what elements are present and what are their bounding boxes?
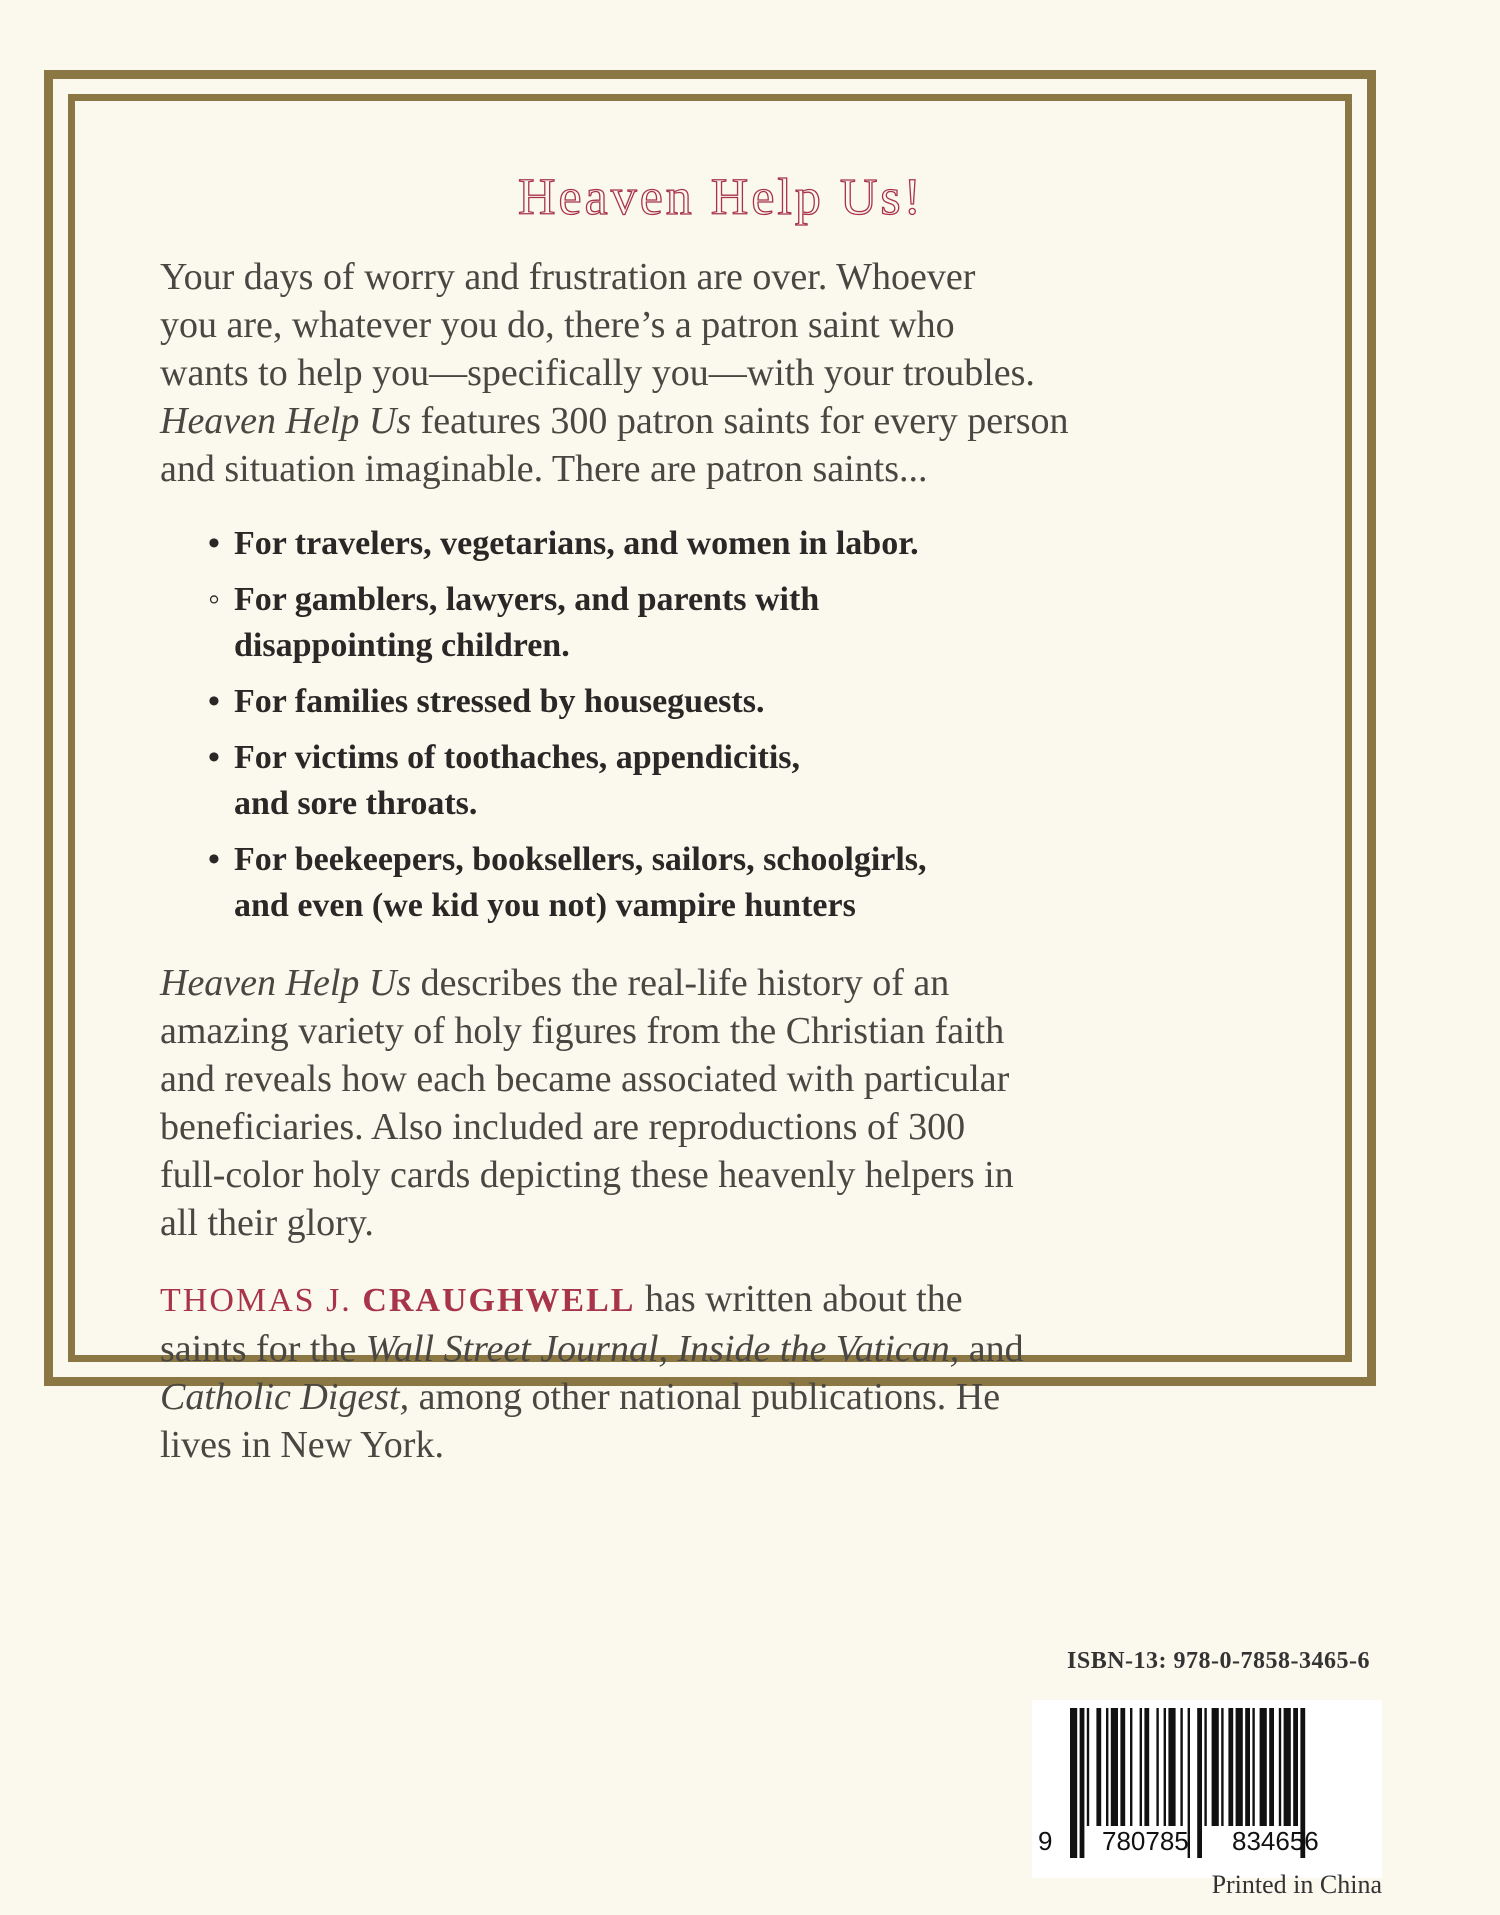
book-title-italic: Heaven Help Us	[160, 962, 412, 1004]
isbn-number: ISBN-13: 978-0-7858-3465-6	[1067, 1648, 1370, 1674]
list-item	[208, 679, 1260, 725]
list-item-line: disappointing children.	[234, 627, 570, 664]
barcode-bar	[1106, 1708, 1108, 1826]
book-title-italic: Heaven Help Us	[160, 400, 412, 442]
list-item-line: For travelers, vegetarians, and women in labor.	[234, 525, 919, 562]
list-item-line: and sore throats.	[234, 785, 478, 822]
barcode-bar	[1236, 1708, 1243, 1826]
author-line	[160, 1325, 1260, 1373]
bullet-icon: •	[208, 739, 220, 776]
barcode-bar	[1164, 1708, 1166, 1826]
barcode-bar	[1096, 1708, 1101, 1826]
author-first-name: THOMAS	[160, 1282, 316, 1319]
description-line: full-color holy cards depicting these heavenly helpers in	[160, 1154, 1014, 1196]
list-item	[208, 837, 1260, 929]
description-paragraph	[160, 959, 1260, 1247]
author-line	[160, 1373, 1260, 1421]
description-line-text: describes the real-life history of an	[411, 962, 950, 1004]
barcode-bar	[1228, 1708, 1233, 1826]
barcode-bar	[1221, 1708, 1223, 1826]
barcode-bar	[1269, 1708, 1274, 1826]
author-name	[160, 1282, 635, 1319]
intro-line: Your days of worry and frustration are over. Whoever	[160, 256, 976, 298]
barcode-bar	[1120, 1708, 1125, 1826]
barcode-group-1: 780785	[1102, 1826, 1189, 1856]
list-item-line: For families stressed by houseguests.	[234, 683, 765, 720]
list-item-line: For gamblers, lawyers, and parents with	[234, 581, 820, 618]
barcode-icon	[1032, 1700, 1382, 1878]
intro-line: wants to help you—specifically you—with your troubles.	[160, 352, 1035, 394]
barcode-bar	[1168, 1708, 1175, 1826]
barcode-bar	[1130, 1708, 1132, 1826]
publication-name: Catholic Digest,	[160, 1376, 410, 1418]
printed-in-china: Printed in China	[1211, 1870, 1382, 1899]
author-line-text	[668, 1328, 678, 1370]
description-line: all their glory.	[160, 1202, 374, 1244]
list-item-line: and even (we kid you not) vampire hunters	[234, 887, 856, 924]
barcode-bar	[1279, 1708, 1281, 1826]
patron-saint-list	[208, 521, 1260, 929]
intro-line	[160, 397, 1260, 445]
author-line-text: and	[959, 1328, 1024, 1370]
description-line	[160, 959, 1260, 1007]
barcode-bar	[1111, 1708, 1118, 1826]
barcode-bar	[1284, 1708, 1291, 1826]
intro-paragraph	[160, 253, 1260, 493]
author-initial: J.	[326, 1282, 352, 1319]
author-line-text: saints for the	[160, 1328, 366, 1370]
bullet-icon: •	[208, 683, 220, 720]
barcode-bar	[1070, 1708, 1077, 1858]
publication-name: Inside the Vatican,	[677, 1328, 960, 1370]
intro-line: and situation imaginable. There are patron saints...	[160, 448, 928, 490]
barcode-bar	[1087, 1708, 1089, 1826]
bullet-icon: •	[208, 525, 220, 562]
list-item	[208, 521, 1260, 567]
author-line-text: has written about the	[635, 1278, 963, 1320]
barcode-lead-digit: 9	[1038, 1826, 1053, 1856]
publication-name: Wall Street Journal,	[365, 1328, 669, 1370]
description-line: beneficiaries. Also included are reproductions of 300	[160, 1106, 966, 1148]
cover-content	[160, 150, 1260, 1469]
barcode-bar	[1156, 1708, 1158, 1826]
list-item-line: For beekeepers, booksellers, sailors, schoolgirls,	[234, 841, 927, 878]
author-line	[160, 1275, 1260, 1325]
author-line-text: among other national publications. He	[409, 1376, 1001, 1418]
barcode-bar	[1180, 1708, 1182, 1826]
author-last-name: CRAUGHWELL	[362, 1282, 636, 1319]
barcode-bar	[1080, 1708, 1085, 1858]
barcode-bar	[1260, 1708, 1267, 1826]
barcode-bar	[1197, 1708, 1202, 1858]
barcode-bar	[1140, 1708, 1142, 1826]
author-bio	[160, 1275, 1260, 1469]
barcode-group-2: 834656	[1232, 1826, 1319, 1856]
barcode-bar	[1293, 1708, 1298, 1826]
barcode	[1032, 1700, 1382, 1878]
description-line: amazing variety of holy figures from the Christian faith	[160, 1010, 1005, 1052]
intro-line-text: features 300 patron saints for every person	[411, 400, 1069, 442]
intro-line: you are, whatever you do, there’s a patron saint who	[160, 304, 955, 346]
bullet-icon: ◦	[208, 581, 221, 618]
list-item	[208, 735, 1260, 827]
description-line: and reveals how each became associated with particular	[160, 1058, 1010, 1100]
list-item-line: For victims of toothaches, appendicitis,	[234, 739, 801, 776]
list-item	[208, 577, 1260, 669]
author-line: lives in New York.	[160, 1424, 444, 1466]
barcode-bar	[1212, 1708, 1219, 1826]
barcode-bar	[1204, 1708, 1206, 1826]
barcode-bar	[1245, 1708, 1250, 1826]
barcode-bar	[1252, 1708, 1254, 1826]
cover-title: Heaven Help Us!	[518, 169, 924, 226]
bullet-icon: •	[208, 841, 220, 878]
barcode-bar	[1144, 1708, 1149, 1826]
